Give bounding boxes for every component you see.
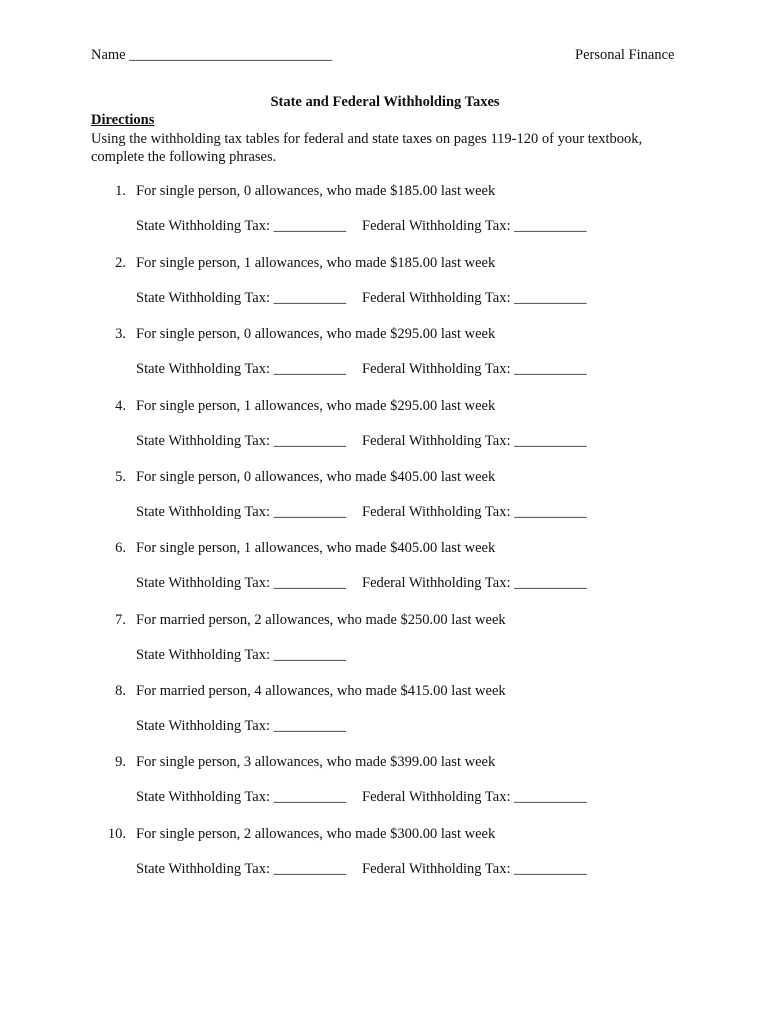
course-title: Personal Finance: [575, 47, 675, 63]
name-line: Name ____________________________: [91, 47, 333, 63]
question-4: [0, 398, 770, 458]
question-number: 7.: [115, 612, 126, 628]
question-text: For married person, 2 allowances, who made $250.00 last week: [136, 612, 506, 628]
state-tax-blank[interactable]: State Withholding Tax: __________: [136, 504, 347, 520]
question-number: 2.: [115, 255, 126, 271]
question-6: [0, 540, 770, 600]
question-text: For single person, 0 allowances, who made $185.00 last week: [136, 183, 496, 199]
directions-heading: Directions: [91, 112, 155, 128]
question-5: [0, 469, 770, 529]
question-text: For single person, 0 allowances, who made $295.00 last week: [136, 326, 496, 342]
federal-tax-blank[interactable]: Federal Withholding Tax: __________: [362, 290, 587, 306]
question-number: 8.: [115, 683, 126, 699]
federal-tax-blank[interactable]: Federal Withholding Tax: __________: [362, 861, 587, 877]
federal-tax-blank[interactable]: Federal Withholding Tax: __________: [362, 575, 587, 591]
question-number: 3.: [115, 326, 126, 342]
question-number: 5.: [115, 469, 126, 485]
question-2: [0, 255, 770, 315]
question-text: For married person, 4 allowances, who made $415.00 last week: [136, 683, 506, 699]
question-1: [0, 183, 770, 243]
question-number: 4.: [115, 398, 126, 414]
question-8: [0, 683, 770, 743]
question-text: For single person, 1 allowances, who made $405.00 last week: [136, 540, 496, 556]
state-tax-blank[interactable]: State Withholding Tax: __________: [136, 575, 347, 591]
state-tax-blank[interactable]: State Withholding Tax: __________: [136, 290, 347, 306]
question-number: 10.: [107, 826, 126, 842]
question-number: 9.: [115, 754, 126, 770]
question-number: 6.: [115, 540, 126, 556]
federal-tax-blank[interactable]: Federal Withholding Tax: __________: [362, 789, 587, 805]
state-tax-blank[interactable]: State Withholding Tax: __________: [136, 718, 347, 734]
state-tax-blank[interactable]: State Withholding Tax: __________: [136, 647, 347, 663]
question-9: [0, 754, 770, 814]
federal-tax-blank[interactable]: Federal Withholding Tax: __________: [362, 433, 587, 449]
question-text: For single person, 0 allowances, who made $405.00 last week: [136, 469, 496, 485]
question-text: For single person, 1 allowances, who made $185.00 last week: [136, 255, 496, 271]
page-title: State and Federal Withholding Taxes: [270, 94, 500, 110]
state-tax-blank[interactable]: State Withholding Tax: __________: [136, 861, 347, 877]
question-3: [0, 326, 770, 386]
question-text: For single person, 1 allowances, who made $295.00 last week: [136, 398, 496, 414]
question-text: For single person, 3 allowances, who made $399.00 last week: [136, 754, 496, 770]
federal-tax-blank[interactable]: Federal Withholding Tax: __________: [362, 504, 587, 520]
state-tax-blank[interactable]: State Withholding Tax: __________: [136, 361, 347, 377]
question-number: 1.: [115, 183, 126, 199]
state-tax-blank[interactable]: State Withholding Tax: __________: [136, 789, 347, 805]
state-tax-blank[interactable]: State Withholding Tax: __________: [136, 218, 347, 234]
question-10: [0, 826, 770, 886]
federal-tax-blank[interactable]: Federal Withholding Tax: __________: [362, 218, 587, 234]
state-tax-blank[interactable]: State Withholding Tax: __________: [136, 433, 347, 449]
question-7: [0, 612, 770, 672]
directions-text: Using the withholding tax tables for federal and state taxes on pages 119-120 of your textbook, complete the following phrases.: [91, 131, 643, 165]
federal-tax-blank[interactable]: Federal Withholding Tax: __________: [362, 361, 587, 377]
question-text: For single person, 2 allowances, who made $300.00 last week: [136, 826, 496, 842]
